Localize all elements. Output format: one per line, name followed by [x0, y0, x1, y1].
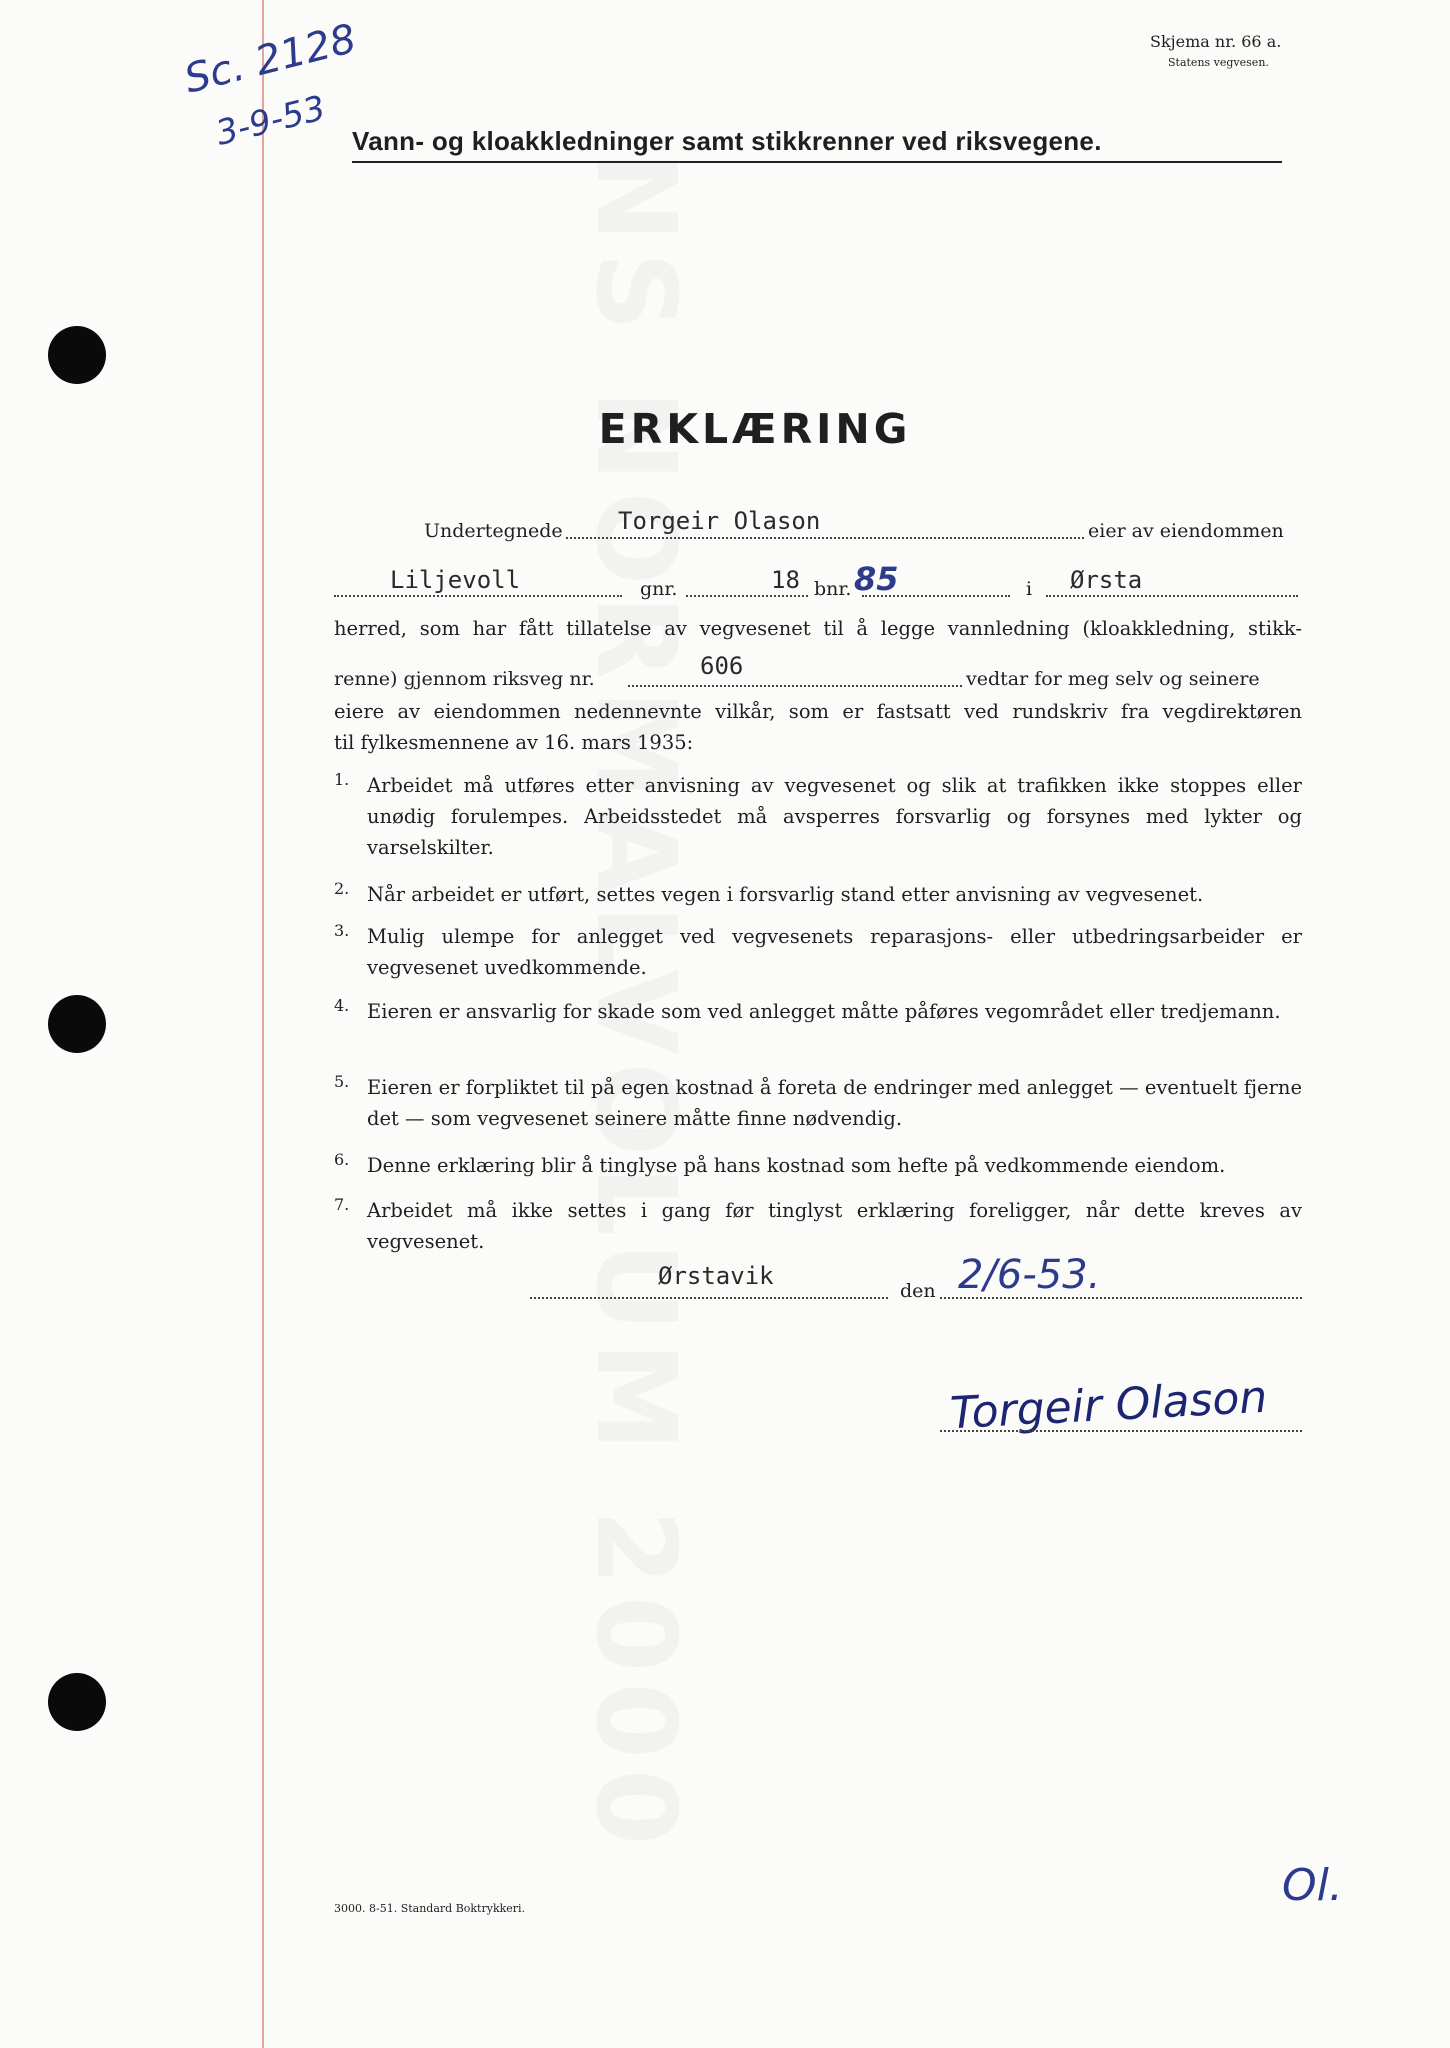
punch-hole	[48, 1673, 106, 1731]
undersigned-dotted-line	[566, 537, 1084, 539]
municipality: Ørsta	[1070, 566, 1143, 594]
condition-number: 1.	[334, 770, 350, 789]
condition-item	[334, 1195, 1302, 1257]
road-dotted-line	[628, 685, 962, 687]
property-dotted-line	[334, 595, 622, 597]
permission-text: herred, som har fått tillatelse av vegvesenet til å legge vannledning (kloakkledning, stikk-	[334, 617, 1302, 640]
condition-item	[334, 1150, 1302, 1181]
title-underline	[352, 161, 1282, 163]
condition-item	[334, 770, 1302, 863]
condition-item	[334, 1072, 1302, 1134]
gnr-value: 18	[771, 566, 800, 594]
punch-hole	[48, 995, 106, 1053]
gnr-label: gnr.	[640, 578, 678, 600]
condition-item	[334, 996, 1302, 1027]
bnr-label: bnr.	[814, 578, 852, 600]
owner-label: eier av eiendommen	[1088, 520, 1284, 542]
punch-hole	[48, 326, 106, 384]
bnr-value: 85	[854, 560, 899, 598]
condition-text: Eieren er forpliktet til på egen kostnad å foreta de endringer med anlegget — eventuelt fjerne det — som vegvesenet seinere måtte finne nødvendig.	[367, 1076, 1302, 1130]
continuation-text: eiere av eiendommen nedennevnte vilkår, som er fastsatt ved rundskriv fra vegdirektøren	[334, 700, 1302, 723]
condition-number: 3.	[334, 921, 350, 940]
condition-text: Eieren er ansvarlig for skade som ved anlegget måtte påføres vegområdet eller tredjemann.	[367, 1000, 1281, 1023]
condition-number: 5.	[334, 1072, 350, 1091]
condition-number: 6.	[334, 1150, 350, 1169]
condition-text: Arbeidet må utføres etter anvisning av vegvesenet og slik at trafikken ikke stoppes eller unødig forulempes. Arbeidsstedet må avsperres forsvarlig og forsynes med lykter og varselskilter.	[367, 774, 1302, 859]
condition-text: Mulig ulempe for anlegget ved vegvesenets reparasjons- eller utbedringsarbeider er vegvesenet uvedkommende.	[367, 925, 1302, 979]
margin-rule	[262, 0, 264, 2048]
continuation-text-end: til fylkesmennene av 16. mars 1935:	[334, 731, 694, 754]
municipality-dotted-line	[1046, 595, 1298, 597]
condition-text: Arbeidet må ikke settes i gang før tinglyst erklæring foreligger, når dette kreves av vegvesenet.	[367, 1199, 1302, 1253]
case-number-note: Sc. 2128	[180, 15, 361, 103]
form-title: Vann- og kloakkledninger samt stikkrenner ved riksvegene.	[352, 126, 1102, 156]
condition-number: 7.	[334, 1195, 350, 1214]
printer-imprint: 3000. 8-51. Standard Boktrykkeri.	[334, 1902, 526, 1915]
document-title: ERKLÆRING	[598, 405, 912, 453]
place-dotted-line	[530, 1297, 888, 1299]
property-name: Liljevoll	[390, 566, 521, 594]
agree-text: vedtar for meg selv og seinere	[966, 668, 1260, 690]
in-label: i	[1026, 578, 1033, 600]
signature: Torgeir Olason	[948, 1371, 1269, 1440]
form-code: Skjema nr. 66 a.	[1150, 32, 1282, 51]
condition-number: 2.	[334, 879, 350, 898]
road-label: renne) gjennom riksveg nr.	[334, 668, 595, 690]
signature-dotted-line	[940, 1430, 1302, 1432]
condition-text: Denne erklæring blir å tinglyse på hans kostnad som hefte på vedkommende eiendom.	[367, 1154, 1226, 1177]
form-authority: Statens vegvesen.	[1168, 56, 1269, 69]
road-number: 606	[700, 652, 744, 680]
undersigned-name: Torgeir Olason	[618, 507, 821, 535]
condition-item	[334, 879, 1302, 910]
date-label: den	[900, 1280, 936, 1302]
condition-number: 4.	[334, 996, 350, 1015]
case-date-note: 3-9-53	[212, 88, 330, 154]
corner-initials: Ol.	[1282, 1860, 1343, 1911]
signing-date: 2/6-53.	[958, 1252, 1101, 1298]
condition-text: Når arbeidet er utført, settes vegen i forsvarlig stand etter anvisning av vegvesenet.	[367, 883, 1204, 906]
condition-item	[334, 921, 1302, 983]
gnr-dotted-line	[686, 595, 808, 597]
undersigned-label: Undertegnede	[424, 520, 563, 542]
signing-place: Ørstavik	[658, 1262, 774, 1290]
